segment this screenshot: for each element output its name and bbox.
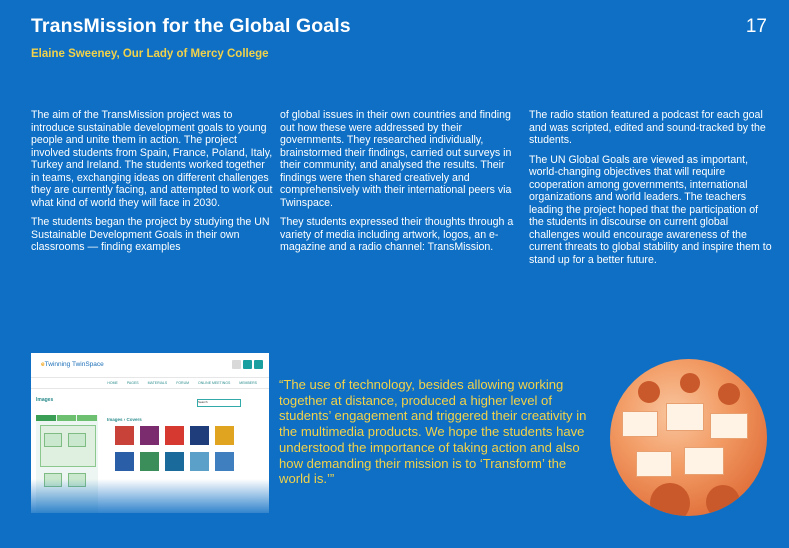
- thumbnail: [215, 452, 234, 471]
- thumbnail: [215, 426, 234, 445]
- logo-prefix: e: [41, 361, 45, 368]
- nav-item: PAGES: [126, 381, 139, 385]
- screenshot-nav: [31, 378, 269, 389]
- paragraph: The students began the project by studying the UN Sustainable Development Goals in their own classrooms — finding examples: [31, 216, 270, 253]
- paragraph: The aim of the TransMission project was to introduce sustainable development goals to young people and unite them in action. The project involved students from Spain, France, Poland, Italy, Turkey and Ireland. The students worked together in teams, exchanging ideas on different challenges they are currently facing, and attempted to work out what kind of world they will face in 2030.: [31, 109, 273, 209]
- paragraph: The UN Global Goals are viewed as important, world-changing objectives that will require cooperation among governments, international organizations and world leaders. The teachers leading the project hoped that the participation of the students in discourse on current global challenges would encourage awareness of the current threats to global stability and inspire them to stand up for a better future.: [529, 153, 772, 266]
- nav-item: MATERIALS: [147, 381, 168, 385]
- body-column-2: [280, 109, 524, 261]
- thumbnail: [190, 426, 209, 445]
- page-title: TransMission for the Global Goals: [31, 15, 351, 37]
- nav-item: FORUM: [176, 381, 190, 385]
- thumbnail: [140, 452, 159, 471]
- thumbnail: [190, 452, 209, 471]
- nav-item: HOME: [107, 381, 118, 385]
- thumbnail: [115, 426, 134, 445]
- nav-item: MEMBERS: [239, 381, 257, 385]
- folder-icon: [44, 433, 62, 447]
- thumbnail: [165, 452, 184, 471]
- body-column-1: [31, 109, 275, 261]
- button-icon: [254, 360, 263, 369]
- sidebar-tabs: [36, 415, 98, 421]
- twinning-logo: [41, 361, 104, 368]
- screenshot-heading: Images: [36, 397, 54, 403]
- logo-main: Twinning: [44, 361, 71, 368]
- held-sign: [684, 447, 724, 475]
- image-thumbnails: [115, 426, 234, 471]
- held-sign: [666, 403, 704, 431]
- button-icon: [232, 360, 241, 369]
- screenshot-buttons: [230, 356, 263, 374]
- paragraph: They students expressed their thoughts through a variety of media including artwork, logos, an e-magazine and a radio channel: TransMission.: [280, 216, 514, 253]
- paragraph: The radio station featured a podcast for each goal and was scripted, edited and sound-tracked by the students.: [529, 109, 766, 146]
- thumbnail: [165, 426, 184, 445]
- student-figure: [718, 383, 740, 405]
- paragraph: of global issues in their own countries and finding out how these were addressed by their governments. They researched individually, brainstormed their findings, carried out surveys in their community, and analysed the results. Their findings were then shared creatively and comprehensively with their international peers via Twinspace.: [280, 109, 512, 209]
- page-number: 17: [745, 16, 767, 37]
- student-figure: [706, 485, 740, 516]
- student-figure: [680, 373, 700, 393]
- screenshot-topbar: [31, 353, 269, 378]
- thumbnail: [115, 452, 134, 471]
- thumbnail: [140, 426, 159, 445]
- logo-suffix: TwinSpace: [71, 361, 104, 368]
- pull-quote: “The use of technology, besides allowing working together at distance, produced a higher level of students’ engagement and triggered their creativity in the multimedia products. We hope the students have understood the importance of taking action and also how demanding their mission is to ‘Transform’ the world is.’”: [279, 377, 587, 487]
- held-sign: [636, 451, 672, 477]
- screenshot-search: Search: [197, 399, 241, 407]
- nav-item: ONLINE MEETINGS: [198, 381, 231, 385]
- main-label: Images › Covers: [107, 417, 142, 422]
- student-figure: [638, 381, 660, 403]
- student-figure: [650, 483, 690, 516]
- author-byline: Elaine Sweeney, Our Lady of Mercy College: [31, 48, 269, 60]
- students-photo: [610, 359, 767, 516]
- screenshot-fade: [31, 479, 269, 513]
- button-icon: [243, 360, 252, 369]
- twinspace-screenshot: [31, 353, 269, 513]
- folder-icon: [68, 433, 86, 447]
- body-column-3: [529, 109, 773, 273]
- held-sign: [622, 411, 658, 437]
- held-sign: [710, 413, 748, 439]
